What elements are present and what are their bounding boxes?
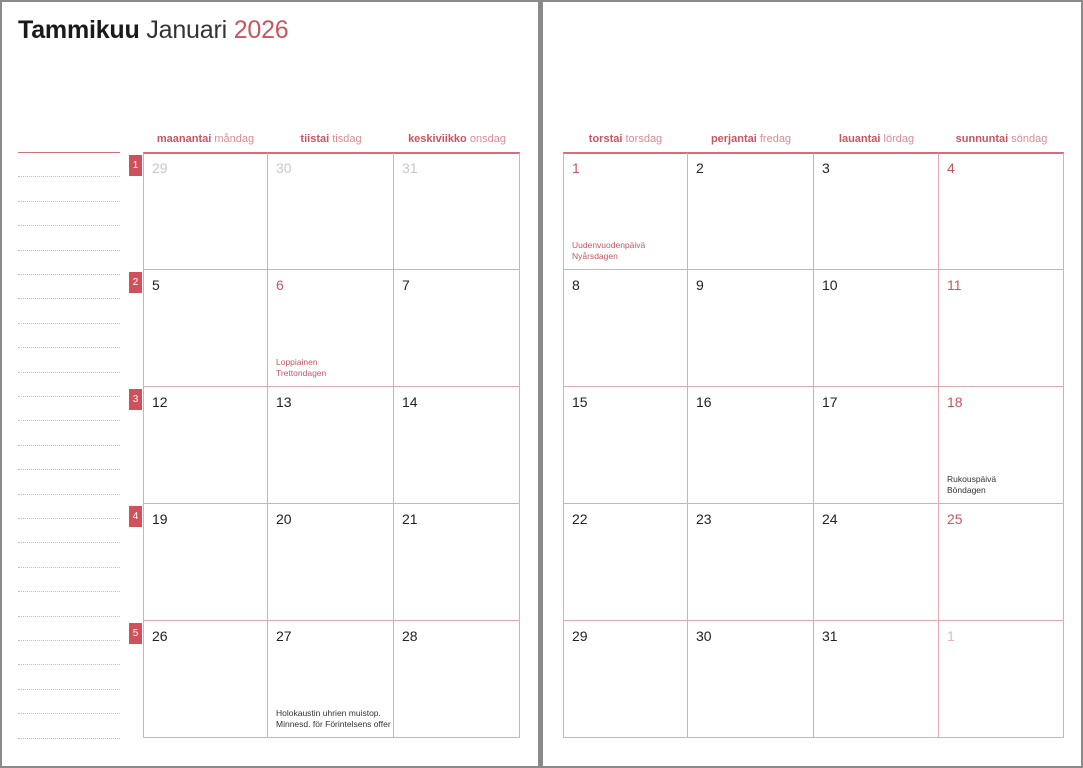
day-number: 19: [152, 511, 168, 527]
notes-line: [18, 469, 120, 470]
day-number: 9: [696, 277, 704, 293]
day-number: 30: [696, 628, 712, 644]
day-number: 31: [402, 160, 418, 176]
day-number: 4: [947, 160, 955, 176]
left-page: [2, 2, 538, 766]
week-number-badge: 1: [129, 155, 142, 176]
day-number: 23: [696, 511, 712, 527]
weekday-header-monday: maanantai måndag: [156, 133, 255, 145]
day-number: 30: [276, 160, 292, 176]
notes-line: [18, 616, 120, 617]
day-cell[interactable]: [563, 387, 688, 504]
day-cell[interactable]: [394, 387, 520, 504]
day-cell[interactable]: [394, 153, 520, 270]
holiday-note-line: Rukouspäivä: [947, 474, 997, 484]
notes-line: [18, 542, 120, 543]
day-cell[interactable]: [939, 153, 1064, 270]
day-number: 17: [822, 394, 838, 410]
holiday-note-line: Loppiainen: [276, 357, 318, 367]
weekday-header-friday: perjantai fredag: [710, 133, 792, 145]
notes-line: [18, 274, 120, 275]
day-number: 18: [947, 394, 963, 410]
notes-line: [18, 298, 120, 299]
year: 2026: [233, 16, 289, 44]
day-cell[interactable]: [814, 387, 939, 504]
day-cell[interactable]: [688, 504, 814, 621]
month-name-fi: Tammikuu: [18, 16, 140, 44]
day-number: 10: [822, 277, 838, 293]
day-number: 8: [572, 277, 580, 293]
day-number: 16: [696, 394, 712, 410]
day-cell[interactable]: [939, 270, 1064, 387]
week-number-badge: 4: [129, 506, 142, 527]
day-cell[interactable]: [143, 387, 268, 504]
right-page: [543, 2, 1081, 766]
holiday-note: [276, 708, 391, 730]
notes-line: [18, 420, 120, 421]
week-number-badge: 5: [129, 623, 142, 644]
notes-line: [18, 518, 120, 519]
notes-line: [18, 250, 120, 251]
notes-line: [18, 445, 120, 446]
weekday-header-wednesday: keskiviikko onsdag: [408, 133, 506, 145]
week-number-badge: 3: [129, 389, 142, 410]
weekday-header-saturday: lauantai lördag: [838, 133, 915, 145]
day-number: 13: [276, 394, 292, 410]
holiday-note-line: Minnesd. för Förintelsens offer: [276, 719, 391, 729]
week-number-badge: 2: [129, 272, 142, 293]
day-number: 11: [947, 277, 962, 293]
notes-line: [18, 664, 120, 665]
holiday-note-line: Trettondagen: [276, 368, 327, 378]
day-number: 31: [822, 628, 838, 644]
day-cell[interactable]: [394, 504, 520, 621]
day-number: 22: [572, 511, 588, 527]
day-number: 3: [822, 160, 830, 176]
day-cell[interactable]: [939, 621, 1064, 738]
day-cell[interactable]: [688, 270, 814, 387]
day-number: 1: [947, 628, 955, 644]
notes-line: [18, 372, 120, 373]
notes-line: [18, 347, 120, 348]
day-cell[interactable]: [814, 153, 939, 270]
day-cell[interactable]: [143, 621, 268, 738]
day-number: 6: [276, 277, 284, 293]
day-cell[interactable]: [814, 270, 939, 387]
notes-line: [18, 713, 120, 714]
notes-line: [18, 567, 120, 568]
day-number: 12: [152, 394, 168, 410]
day-cell[interactable]: [814, 621, 939, 738]
day-cell[interactable]: [268, 387, 394, 504]
day-number: 2: [696, 160, 704, 176]
day-number: 21: [402, 511, 418, 527]
weekday-header-sunday: sunnuntai söndag: [955, 133, 1048, 145]
day-number: 20: [276, 511, 292, 527]
notes-line: [18, 640, 120, 641]
day-cell[interactable]: [688, 621, 814, 738]
day-number: 26: [152, 628, 168, 644]
day-number: 28: [402, 628, 418, 644]
day-cell[interactable]: [143, 153, 268, 270]
holiday-note: [572, 240, 645, 262]
day-number: 15: [572, 394, 588, 410]
day-cell[interactable]: [814, 504, 939, 621]
day-cell[interactable]: [268, 153, 394, 270]
notes-line: [18, 738, 120, 739]
day-cell[interactable]: [268, 504, 394, 621]
notes-line: [18, 396, 120, 397]
day-cell[interactable]: [143, 504, 268, 621]
notes-line: [18, 201, 120, 202]
notes-line: [18, 494, 120, 495]
notes-line: [18, 323, 120, 324]
notes-line: [18, 591, 120, 592]
day-number: 29: [572, 628, 588, 644]
weekday-header-tuesday: tiistai tisdag: [300, 133, 362, 145]
month-name-sv: Januari: [146, 16, 227, 44]
notes-line: [18, 689, 120, 690]
day-cell[interactable]: [939, 387, 1064, 504]
holiday-note-line: Holokaustin uhrien muistop.: [276, 708, 381, 718]
day-cell[interactable]: [394, 621, 520, 738]
day-cell[interactable]: [563, 270, 688, 387]
day-number: 14: [402, 394, 418, 410]
day-cell[interactable]: [563, 621, 688, 738]
notes-line: [18, 225, 120, 226]
day-cell[interactable]: [563, 153, 688, 270]
day-cell[interactable]: [688, 387, 814, 504]
holiday-note: [276, 357, 326, 379]
day-cell[interactable]: [394, 270, 520, 387]
notes-line: [18, 176, 120, 177]
day-cell[interactable]: [143, 270, 268, 387]
holiday-note-line: Böndagen: [947, 485, 986, 495]
day-number: 7: [402, 277, 410, 293]
day-number: 1: [572, 160, 580, 176]
holiday-note: [947, 474, 996, 496]
day-cell[interactable]: [563, 504, 688, 621]
day-number: 29: [152, 160, 168, 176]
holiday-note-line: Uudenvuodenpäivä: [572, 240, 646, 250]
weekday-header-thursday: torstai torsdag: [588, 133, 663, 145]
day-number: 5: [152, 277, 160, 293]
day-cell[interactable]: [939, 504, 1064, 621]
notes-top-rule: [18, 152, 120, 153]
day-number: 25: [947, 511, 963, 527]
day-number: 24: [822, 511, 838, 527]
day-cell[interactable]: [268, 621, 394, 738]
holiday-note-line: Nyårsdagen: [572, 251, 618, 261]
day-number: 27: [276, 628, 292, 644]
day-cell[interactable]: [688, 153, 814, 270]
day-cell[interactable]: [268, 270, 394, 387]
page-title: [18, 16, 289, 45]
